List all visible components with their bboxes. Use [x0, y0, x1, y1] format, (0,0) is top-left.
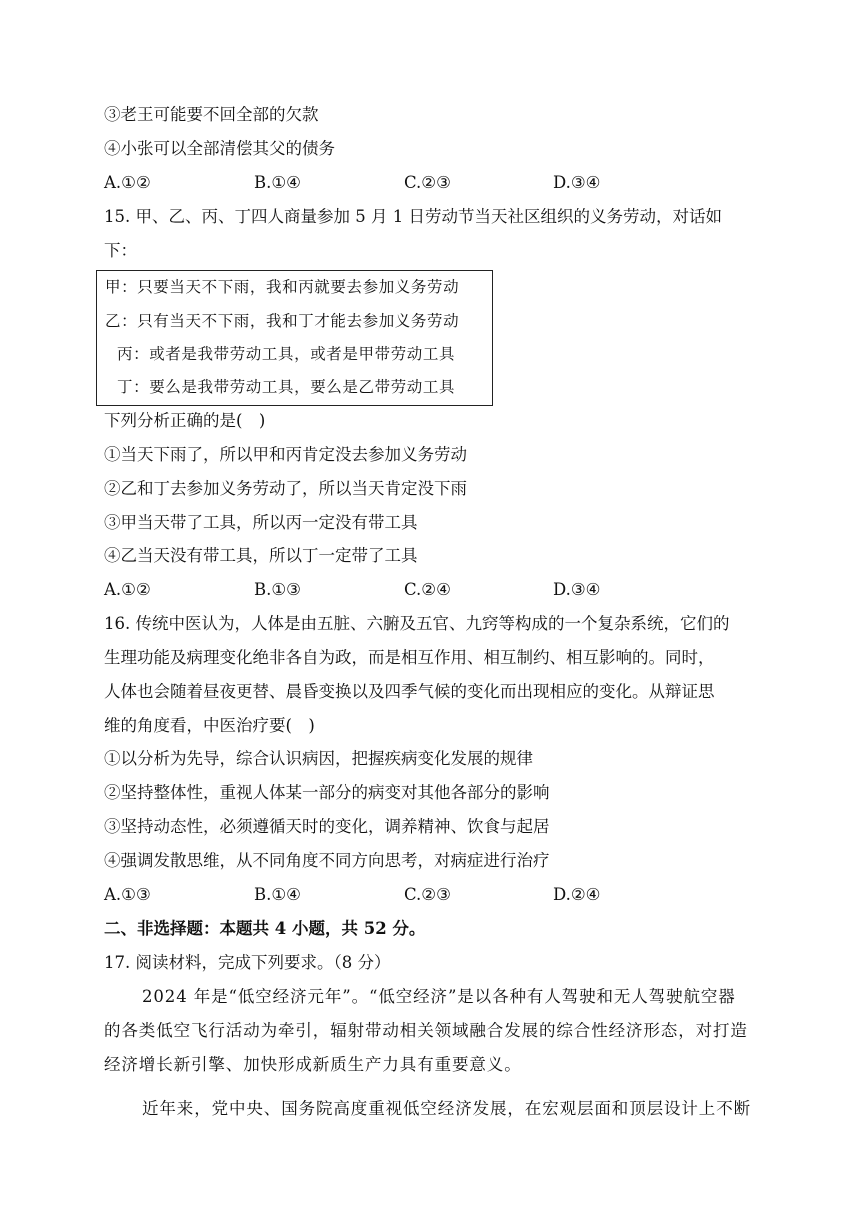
q17-material-para-2-line-1: 近年来，党中央、国务院高度重视低空经济发展，在宏观层面和顶层设计上不断: [142, 1099, 751, 1118]
q15-choice-c: C.②④: [404, 580, 451, 599]
q14-choice-d: D.③④: [553, 173, 601, 192]
q15-choice-b: B.①③: [254, 580, 301, 599]
q15-dialogue-box: [96, 270, 493, 406]
q16-choice-a: A.①③: [104, 885, 151, 904]
q15-dialogue-jia: 甲：只要当天不下雨，我和丙就要去参加义务劳动: [105, 278, 460, 296]
q15-dialogue-ding: 丁：要么是我带劳动工具，要么是乙带劳动工具: [117, 378, 456, 396]
q15-option-2: ②乙和丁去参加义务劳动了，所以当天肯定没下雨: [104, 479, 467, 498]
q16-stem-line-1: 16. 传统中医认为，人体是由五脏、六腑及五官、九窍等构成的一个复杂系统，它们的: [104, 614, 730, 633]
q15-choice-a: A.①②: [104, 580, 151, 599]
q16-stem-line-2: 生理功能及病理变化绝非各自为政，而是相互作用、相互制约、相互影响的。同时，: [104, 648, 715, 667]
q14-choice-c: C.②③: [404, 173, 451, 192]
q17-material-para-1-line-3: 经济增长新引擎、加快形成新质生产力具有重要意义。: [104, 1055, 522, 1074]
q16-option-4: ④强调发散思维，从不同角度不同方向思考，对病症进行治疗: [104, 851, 550, 870]
q15-choice-d: D.③④: [553, 580, 601, 599]
q16-choice-d: D.②④: [553, 885, 601, 904]
q15-dialogue-bing: 丙：或者是我带劳动工具，或者是甲带劳动工具: [117, 345, 456, 363]
q15-option-3: ③甲当天带了工具，所以丙一定没有带工具: [104, 513, 418, 532]
q15-stem-line-1: 15. 甲、乙、丙、丁四人商量参加 5 月 1 日劳动节当天社区组织的义务劳动，对话如: [104, 207, 722, 226]
q15-option-1: ①当天下雨了，所以甲和丙肯定没去参加义务劳动: [104, 445, 467, 464]
q14-choice-a: A.①②: [104, 173, 151, 192]
q16-stem-line-4: 维的角度看，中医治疗要( ): [104, 716, 315, 735]
q14-option-3: ③老王可能要不回全部的欠款: [104, 105, 319, 124]
q16-choice-b: B.①④: [254, 885, 301, 904]
q15-stem-line-2: 下：: [104, 241, 137, 260]
q15-dialogue-yi: 乙：只有当天不下雨，我和丁才能去参加义务劳动: [105, 312, 460, 330]
q15-question: 下列分析正确的是( ): [104, 411, 266, 430]
q16-option-2: ②坚持整体性，重视人体某一部分的病变对其他各部分的影响: [104, 783, 550, 802]
q14-choice-b: B.①④: [254, 173, 301, 192]
q14-option-4: ④小张可以全部清偿其父的债务: [104, 139, 335, 158]
q16-choice-c: C.②③: [404, 885, 451, 904]
q16-option-1: ①以分析为先导，综合认识病因，把握疾病变化发展的规律: [104, 749, 533, 768]
q17-stem: 17. 阅读材料，完成下列要求。（8 分）: [104, 953, 391, 972]
q16-stem-line-3: 人体也会随着昼夜更替、晨昏变换以及四季气候的变化而出现相应的变化。从辩证思: [104, 682, 715, 701]
q15-option-4: ④乙当天没有带工具，所以丁一定带了工具: [104, 546, 418, 565]
q16-option-3: ③坚持动态性，必须遵循天时的变化，调养精神、饮食与起居: [104, 817, 550, 836]
q17-material-para-1-line-2: 的各类低空飞行活动为牵引，辐射带动相关领域融合发展的综合性经济形态，对打造: [104, 1021, 748, 1040]
q17-material-para-1-line-1: 2024 年是“低空经济元年”。“低空经济”是以各种有人驾驶和无人驾驶航空器: [142, 987, 736, 1006]
section-2-heading: 二、非选择题：本题共 4 小题，共 52 分。: [104, 919, 426, 938]
